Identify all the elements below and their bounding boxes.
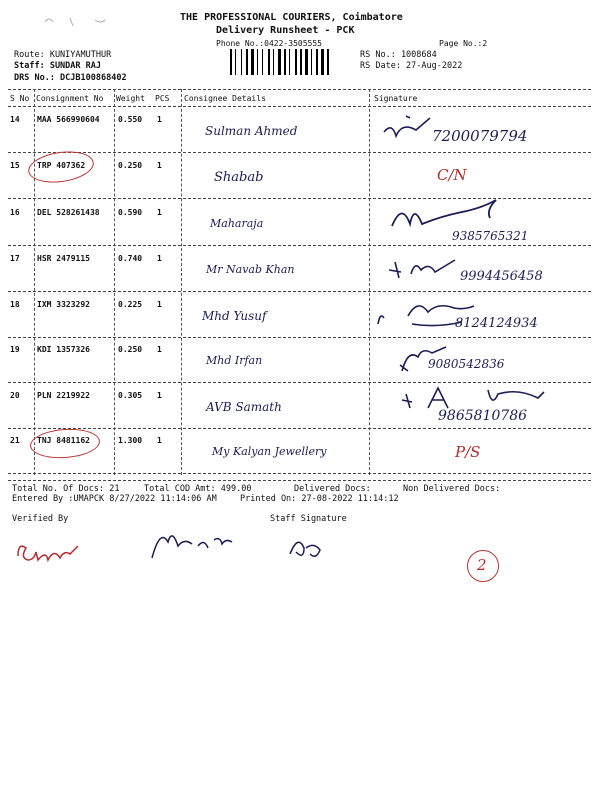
barcode-bar	[289, 49, 290, 75]
barcode-bar	[284, 49, 286, 75]
row-consignee-handwritten: Sulman Ahmed	[205, 124, 298, 138]
column-divider	[34, 89, 35, 475]
row-rule	[8, 337, 591, 338]
col-consignee: Consignee Details	[184, 94, 266, 103]
row-consignee-handwritten: Mhd Irfan	[206, 354, 263, 367]
row-rule	[8, 152, 591, 153]
document-title: Delivery Runsheet - PCK	[216, 25, 355, 36]
row-consignment: IXM 3323292	[37, 300, 90, 309]
verified-signature	[12, 528, 92, 568]
row-consignee-handwritten: AVB Samath	[206, 400, 282, 414]
table-top-rule	[8, 89, 591, 90]
row-weight: 0.250	[118, 345, 143, 354]
row-consignment: HSR 2479115	[37, 254, 90, 263]
row-pcs: 1	[157, 161, 162, 170]
row-signature-handwritten: 7200079794	[432, 127, 528, 145]
barcode-bar	[295, 49, 297, 75]
row-weight: 0.550	[118, 115, 143, 124]
row-weight: 0.305	[118, 391, 143, 400]
row-pcs: 1	[157, 115, 162, 124]
col-weight: Weight	[116, 94, 145, 103]
row-consignee-handwritten: My Kalyan Jewellery	[212, 445, 327, 458]
row-sno: 19	[10, 345, 20, 354]
row-signature-handwritten: 9994456458	[460, 269, 543, 284]
company-name: THE PROFESSIONAL COURIERS, Coimbatore	[180, 12, 403, 23]
circle-mark	[26, 148, 96, 187]
row-consignee-handwritten: Shabab	[214, 170, 264, 185]
barcode-bar	[268, 49, 270, 75]
barcode-bar	[230, 49, 232, 75]
row-pcs: 1	[157, 391, 162, 400]
row-pcs: 1	[157, 254, 162, 263]
staff-name: Staff: SUNDAR RAJ	[14, 61, 101, 71]
row-rule	[8, 473, 591, 474]
printed-on: Printed On: 27-08-2022 11:14:12	[240, 494, 399, 504]
row-consignee-handwritten: Mhd Yusuf	[202, 309, 267, 323]
barcode-bar	[327, 49, 329, 75]
col-sno: S No	[10, 94, 30, 103]
row-weight: 1.300	[118, 436, 143, 445]
row-sno: 17	[10, 254, 20, 263]
barcode-bar	[246, 49, 248, 75]
barcode-bar	[251, 49, 254, 75]
barcode-bar	[300, 49, 302, 75]
rs-number: RS No.: 1008684	[360, 50, 437, 60]
non-delivered-docs: Non Delivered Docs:	[403, 484, 501, 494]
verified-by-label: Verified By	[12, 514, 69, 524]
row-consignment: KDI 1357326	[37, 345, 90, 354]
col-consignment: Consignment No	[36, 94, 104, 103]
page-number: Page No.:2	[439, 39, 488, 48]
barcode-bar	[321, 49, 324, 75]
signature-scribble	[372, 298, 492, 333]
table-header-rule	[8, 106, 591, 107]
row-consignment: TNJ 8481162	[37, 436, 90, 445]
staff-signature	[284, 528, 334, 564]
signature-scribble	[380, 112, 440, 142]
barcode-bar	[241, 49, 242, 75]
row-consignee-handwritten: Maharaja	[210, 217, 264, 230]
entered-by: Entered By :UMAPCK 8/27/2022 11:14:06 AM	[12, 494, 217, 504]
pencil-marks	[40, 12, 120, 32]
col-pcs: PCS	[155, 94, 170, 103]
barcode-bar	[311, 49, 312, 75]
barcode-bar	[257, 49, 258, 75]
row-consignment: TRP 407362	[37, 161, 86, 170]
circle-mark	[29, 427, 101, 461]
row-weight: 0.225	[118, 300, 143, 309]
row-signature-handwritten: P/S	[455, 443, 481, 461]
row-pcs: 1	[157, 300, 162, 309]
row-sno: 20	[10, 391, 20, 400]
barcode-bar	[316, 49, 318, 75]
row-consignment: PLN 2219922	[37, 391, 90, 400]
delivered-docs: Delivered Docs:	[294, 484, 371, 494]
page-mark: 2	[477, 556, 487, 574]
row-rule	[8, 291, 591, 292]
phone-number: Phone No.:0422-3505555	[216, 39, 322, 48]
row-sno: 14	[10, 115, 20, 124]
total-cod: Total COD Amt: 499.00	[144, 484, 252, 494]
row-pcs: 1	[157, 345, 162, 354]
rs-date: RS Date: 27-Aug-2022	[360, 61, 463, 71]
barcode-bar	[278, 49, 281, 75]
barcode	[230, 49, 350, 75]
row-pcs: 1	[157, 208, 162, 217]
row-weight: 0.590	[118, 208, 143, 217]
row-signature-handwritten: 9865810786	[438, 408, 528, 424]
column-divider	[181, 89, 182, 475]
signature-scribble	[385, 256, 505, 286]
row-consignment: MAA 566990604	[37, 115, 100, 124]
barcode-bar	[305, 49, 308, 75]
row-consignee-handwritten: Mr Navab Khan	[206, 263, 295, 276]
row-sno: 15	[10, 161, 20, 170]
row-sno: 21	[10, 436, 20, 445]
row-signature-handwritten: 8124124934	[455, 316, 538, 331]
staff-signature-label: Staff Signature	[270, 514, 347, 524]
row-rule	[8, 428, 591, 429]
barcode-bar	[262, 49, 263, 75]
drs-number: DRS No.: DCJB100868402	[14, 73, 127, 83]
row-sno: 18	[10, 300, 20, 309]
row-rule	[8, 382, 591, 383]
signature-scribble	[398, 386, 548, 416]
barcode-bar	[273, 49, 274, 75]
row-weight: 0.250	[118, 161, 143, 170]
barcode-bar	[235, 49, 236, 75]
column-divider	[369, 89, 370, 475]
row-signature-handwritten: 9080542836	[428, 357, 505, 371]
signature-scribble	[396, 345, 456, 375]
row-consignment: DEL 528261438	[37, 208, 100, 217]
row-rule	[8, 245, 591, 246]
row-pcs: 1	[157, 436, 162, 445]
signature-scribble	[388, 196, 528, 236]
footer-rule	[8, 480, 591, 481]
total-docs: Total No. Of Docs: 21	[12, 484, 120, 494]
verifier-signature	[148, 524, 248, 564]
row-signature-handwritten: C/N	[437, 166, 467, 184]
row-signature-handwritten: 9385765321	[452, 229, 529, 243]
row-weight: 0.740	[118, 254, 143, 263]
row-sno: 16	[10, 208, 20, 217]
route: Route: KUNIYAMUTHUR	[14, 50, 112, 60]
column-divider	[114, 89, 115, 475]
col-signature: Signature	[374, 94, 418, 103]
